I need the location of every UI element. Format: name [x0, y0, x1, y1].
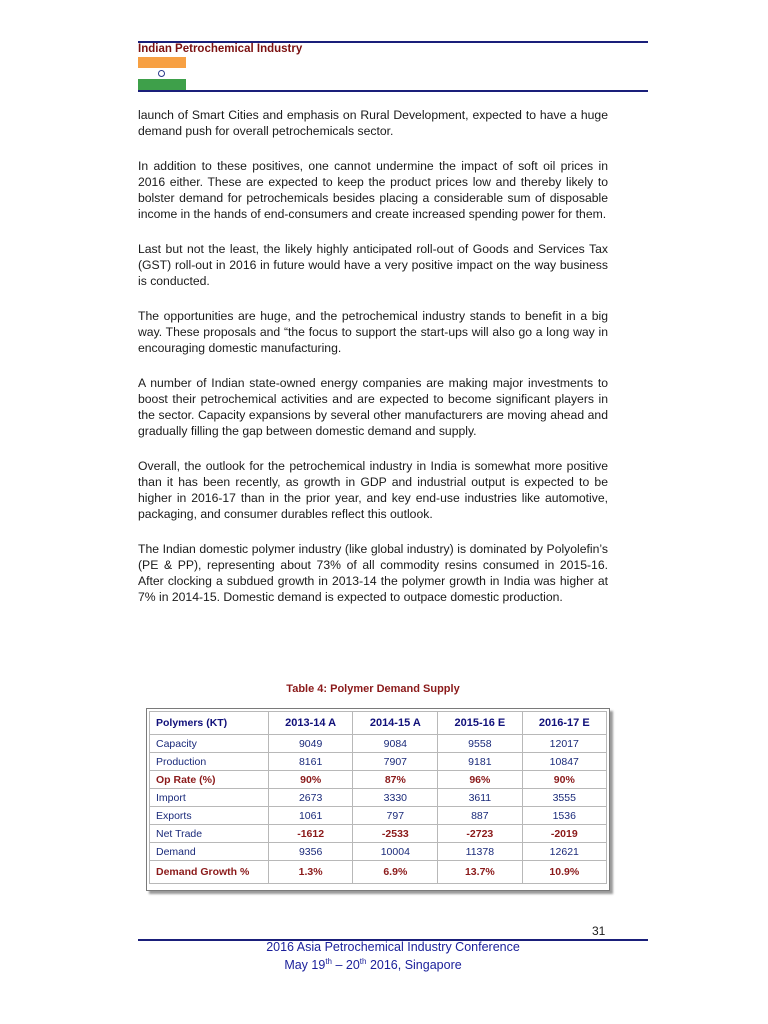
table-cell: 12017: [522, 735, 606, 753]
column-header: 2013-14 A: [268, 712, 353, 735]
table-cell: 87%: [353, 771, 438, 789]
india-flag-icon: [138, 57, 186, 90]
table-cell: -2019: [522, 825, 606, 843]
table-row: [150, 789, 607, 807]
table-cell: 6.9%: [353, 861, 438, 884]
footer-date-part: – 20: [331, 958, 360, 973]
header-bottom-rule: [138, 90, 648, 92]
table-cell: 797: [353, 807, 438, 825]
table-row: [150, 861, 607, 884]
table-cell: 13.7%: [438, 861, 522, 884]
table-cell: 3555: [522, 789, 606, 807]
footer-date-part: 2016, Singapore: [366, 958, 462, 973]
table-cell: 887: [438, 807, 522, 825]
table-row: [150, 753, 607, 771]
row-label: Demand: [150, 843, 269, 861]
table-cell: 9084: [353, 735, 438, 753]
table-cell: -2723: [438, 825, 522, 843]
table-cell: -1612: [268, 825, 353, 843]
paragraph: In addition to these positives, one cannot undermine the impact of soft oil prices in 2016 either. These are expected to keep the product prices low and thereby likely to bolster demand for petrochemicals besides placing a considerable sum of disposable income in the hands of end-consumers and create increased spending power for them.: [138, 159, 608, 221]
column-header: 2015-16 E: [438, 712, 522, 735]
polymer-demand-table-container: [146, 708, 610, 891]
table-cell: -2533: [353, 825, 438, 843]
row-label: Production: [150, 753, 269, 771]
table-row: [150, 843, 607, 861]
paragraph: The opportunities are huge, and the petrochemical industry stands to benefit in a big way. These proposals and “the focus to support the start-ups will also go a long way in encouraging domestic manufacturing.: [138, 309, 608, 355]
table-cell: 90%: [268, 771, 353, 789]
table-row: [150, 735, 607, 753]
table-cell: 11378: [438, 843, 522, 861]
table-cell: 90%: [522, 771, 606, 789]
table-cell: 3611: [438, 789, 522, 807]
table-cell: 9558: [438, 735, 522, 753]
table-cell: 10004: [353, 843, 438, 861]
table-row: [150, 771, 607, 789]
row-label: Net Trade: [150, 825, 269, 843]
page-number: 31: [592, 924, 606, 938]
column-header: 2014-15 A: [353, 712, 438, 735]
table-header-row: [150, 712, 607, 735]
column-header: 2016-17 E: [522, 712, 606, 735]
table-cell: 9181: [438, 753, 522, 771]
paragraph: The Indian domestic polymer industry (like global industry) is dominated by Polyolefin’s (PE & PP), representing about 73% of all commodity resins consumed in 2015-16. After clocking a subdued growth in 2013-14 the polymer growth in India was higher at 7% in 2014-15. Domestic demand is expected to outpace domestic production.: [138, 542, 608, 604]
table-row: [150, 825, 607, 843]
table-cell: 7907: [353, 753, 438, 771]
table-cell: 10.9%: [522, 861, 606, 884]
table-cell: 1536: [522, 807, 606, 825]
row-label: Op Rate (%): [150, 771, 269, 789]
footer-conference-dates: [138, 957, 608, 972]
table-cell: 2673: [268, 789, 353, 807]
table-cell: 12621: [522, 843, 606, 861]
paragraph: Overall, the outlook for the petrochemical industry in India is somewhat more positive than it has been recently, as growth in GDP and industrial output is expected to be higher in 2016-17 than in the prior year, and key end-use industries like automotive, packaging, and consumer durables reflect this outlook.: [138, 459, 608, 521]
row-label: Demand Growth %: [150, 861, 269, 884]
polymer-demand-table: [149, 711, 607, 884]
footer-conference-title: 2016 Asia Petrochemical Industry Conference: [266, 940, 520, 954]
table-cell: 9049: [268, 735, 353, 753]
table-cell: 8161: [268, 753, 353, 771]
table-cell: 1.3%: [268, 861, 353, 884]
paragraph: Last but not the least, the likely highly anticipated roll-out of Goods and Services Tax (GST) roll-out in 2016 in future would have a very positive impact on the way business is conducted.: [138, 242, 608, 288]
row-label: Capacity: [150, 735, 269, 753]
table-caption: Table 4: Polymer Demand Supply: [286, 683, 460, 695]
table-cell: 3330: [353, 789, 438, 807]
footer-date-part: May 19: [284, 958, 326, 973]
table-cell: 1061: [268, 807, 353, 825]
row-label: Import: [150, 789, 269, 807]
body-text: [138, 107, 608, 624]
document-header-title: Indian Petrochemical Industry: [138, 43, 303, 55]
header-top-rule: [138, 41, 648, 43]
paragraph: A number of Indian state-owned energy companies are making major investments to boost their petrochemical activities and are expected to become significant players in the sector. Capacity expansions by several other manufacturers are moving ahead and gradually filling the gap between domestic demand and supply.: [138, 376, 608, 438]
table-cell: 10847: [522, 753, 606, 771]
footer-date-sup: th: [359, 957, 367, 966]
table-cell: 9356: [268, 843, 353, 861]
column-header: Polymers (KT): [150, 712, 269, 735]
table-row: [150, 807, 607, 825]
paragraph: launch of Smart Cities and emphasis on Rural Development, expected to have a huge demand push for overall petrochemicals sector.: [138, 108, 608, 138]
footer-date-sup: th: [325, 957, 332, 966]
row-label: Exports: [150, 807, 269, 825]
table-cell: 96%: [438, 771, 522, 789]
